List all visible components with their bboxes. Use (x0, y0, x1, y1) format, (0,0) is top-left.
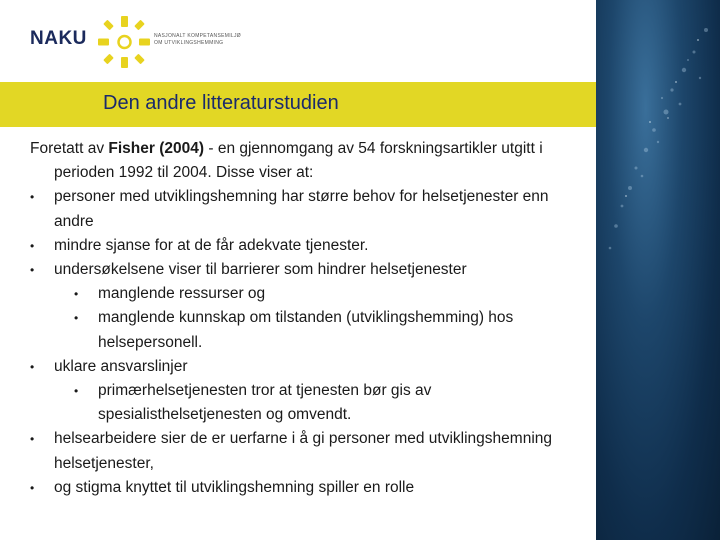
logo-wordmark: NAKU (30, 28, 87, 49)
sub-bullet-item (30, 306, 590, 354)
logo-subtitle-line: OM UTVIKLINGSHEMMING (154, 40, 224, 46)
bullet-item: • og stigma knyttet til utviklingshemning spiller en rolle (30, 476, 590, 500)
slide-title: Den andre litteraturstudien (103, 92, 339, 114)
sun-logo-icon (96, 14, 152, 70)
bullet-item: • personer med utviklingshemning har større behov for helsetjenester enn andre (30, 185, 590, 233)
intro-prefix: Foretatt av (30, 140, 109, 157)
sub-bullet-item (30, 379, 590, 427)
sub-bullet-text: • manglende ressurser og (98, 285, 266, 303)
bullet-item: • uklare ansvarslinjer (30, 355, 590, 379)
intro-suffix: - en gjennomgang av 54 forskningsartikler utgitt i perioden 1992 til 2004. Disse viser at: (54, 140, 543, 182)
intro-citation: Fisher (2004) (108, 140, 205, 157)
intro-paragraph (30, 137, 590, 185)
bubbles-image (596, 0, 720, 540)
sub-bullet-text: • manglende kunnskap om tilstanden (utviklingshemming) hos helsepersonell. (98, 309, 514, 351)
bullet-item: • mindre sjanse for at de får adekvate tjenester. (30, 234, 590, 258)
logo-subtitle (154, 33, 241, 47)
slide-body (30, 137, 590, 500)
title-bar (0, 82, 596, 127)
bullet-item: • helsearbeidere sier de er uerfarne i å gi personer med utviklingshemning helsetjenester, (30, 427, 590, 475)
decorative-side-panel (596, 0, 720, 540)
logo-subtitle-line: NASJONALT KOMPETANSEMILJØ (154, 33, 241, 39)
bullet-item: • undersøkelsene viser til barrierer som hindrer helsetjenester (30, 258, 590, 282)
sub-bullet-item (30, 282, 590, 306)
sub-bullet-text: • primærhelsetjenesten tror at tjenesten bør gis av spesialisthelsetjenesten og omvendt. (98, 382, 432, 424)
naku-logo (30, 14, 270, 74)
